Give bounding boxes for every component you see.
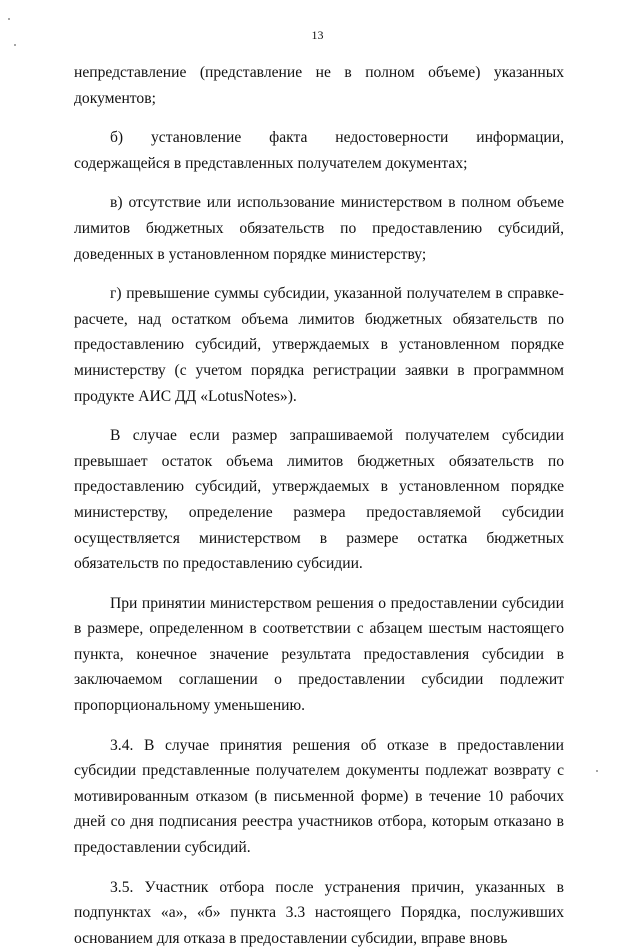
paragraph-item-g: г) превышение суммы субсидии, указанной получателем в справке-расчете, над остатком объема лимитов бюджетных обязательств по предоставлению субсидий, утверждаемых в установленном порядке министерству (с учетом порядка регистрации заявки в программном продукте АИС ДД «LotusNotes»). [74,285,564,405]
document-body [74,60,564,951]
paragraph-continuation: непредставление (представление не в полном объеме) указанных документов; [74,64,564,107]
scan-speck [596,770,598,772]
scan-speck [8,18,10,20]
paragraph-proportional-reduction: При принятии министерством решения о предоставлении субсидии в размере, определенном в соответствии с абзацем шестым настоящего пункта, конечное значение результата предоставления субсидии в заключаемом соглашении о предоставлении субсидии подлежит пропорциональному уменьшению. [74,594,564,715]
paragraph-section-3-5: 3.5. Участник отбора после устранения причин, указанных в подпунктах «а», «б» пункта 3.3 настоящего Порядка, послуживших основанием для отказа в предоставлении субсидии, вправе вновь [74,878,564,947]
paragraph-item-v: в) отсутствие или использование министерством в полном объеме лимитов бюджетных обязательств по предоставлению субсидий, доведенных в установленном порядке министерству; [74,194,564,263]
page-number: 13 [311,28,324,42]
paragraph-section-3-4: 3.4. В случае принятия решения об отказе в предоставлении субсидии представленные получателем документы подлежат возврату с мотивированным отказом (в письменной форме) в течение 10 рабочих дней со дня подписания реестра участников отбора, которым отказано в предоставлении субсидий. [74,736,564,857]
paragraph-item-b: б) установление факта недостоверности информации, содержащейся в представленных получателем документах; [74,129,564,172]
paragraph-limit-case: В случае если размер запрашиваемой получателем субсидии превышает остаток объема лимитов бюджетных обязательств по предоставлению субсидий, утверждаемых в установленном порядке министерству, определение размера предоставляемой субсидии осуществляется министерством в размере остатка бюджетных обязательств по предоставлению субсидии. [74,427,564,573]
scan-speck [14,44,16,46]
